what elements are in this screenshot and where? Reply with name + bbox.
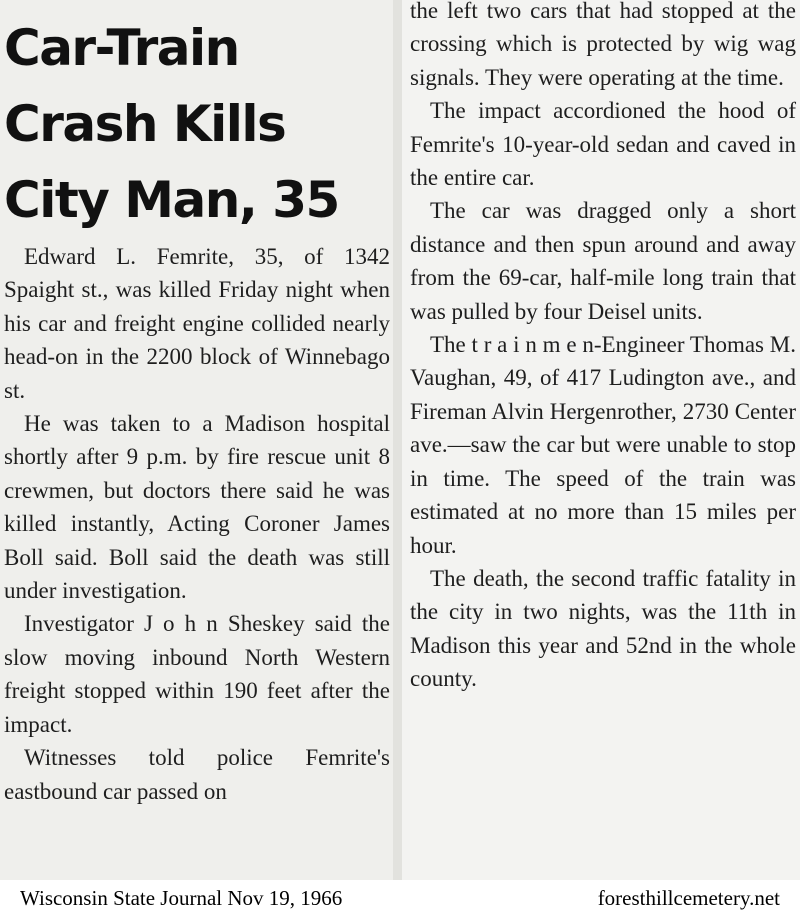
article-paragraph: The car was dragged only a short distance and then spun around and away from the 69-car, half-mile long train that was pulled by four Deisel units. (410, 198, 796, 324)
caption-bar (0, 880, 800, 916)
article-paragraph: The death, the second traffic fatality in the city in two nights, was the 11th in Madison this year and 52nd in the whole county. (410, 565, 796, 692)
headline-line: City Man, 35 (4, 171, 339, 229)
right-column-body (410, 0, 796, 696)
left-column-body (4, 240, 390, 808)
article-paragraph: Witnesses told police Femrite's eastbound car passed on (4, 745, 390, 804)
article-paragraph: Investigator J o h n Sheskey said the slow moving inbound North Western freight stopped within 190 feet after the impact. (4, 611, 390, 737)
column-divider (393, 0, 402, 880)
headline-line: Crash Kills (4, 95, 286, 153)
site-caption: foresthillcemetery.net (597, 886, 780, 910)
article-right-column (402, 0, 800, 880)
article-paragraph: The impact accordioned the hood of Femrite's 10-year-old sedan and caved in the entire car. (410, 98, 796, 191)
article-paragraph: the left two cars that had stopped at the crossing which is protected by wig wag signals. They were operating at the time. (410, 0, 796, 90)
headline-line: Car-Train (4, 19, 239, 77)
article-left-column (0, 0, 393, 880)
article-paragraph: He was taken to a Madison hospital shortly after 9 p.m. by fire rescue unit 8 crewmen, but doctors there said he was killed instantly, Acting Coroner James Boll said. Boll said the death was still under investigation. (4, 411, 390, 604)
article-paragraph: Edward L. Femrite, 35, of 1342 Spaight st., was killed Friday night when his car and freight engine collided nearly head-on in the 2200 block of Winnebago st. (4, 244, 390, 403)
article-paragraph: The t r a i n m e n-Engineer Thomas M. Vaughan, 49, of 417 Ludington ave., and Fireman Alvin Hergenrother, 2730 Center ave.—saw the car but were unable to stop in time. The speed of the train was estimated at no more than 15 miles per hour. (410, 332, 796, 558)
source-caption: Wisconsin State Journal Nov 19, 1966 (20, 886, 343, 910)
article-headline (0, 0, 393, 238)
